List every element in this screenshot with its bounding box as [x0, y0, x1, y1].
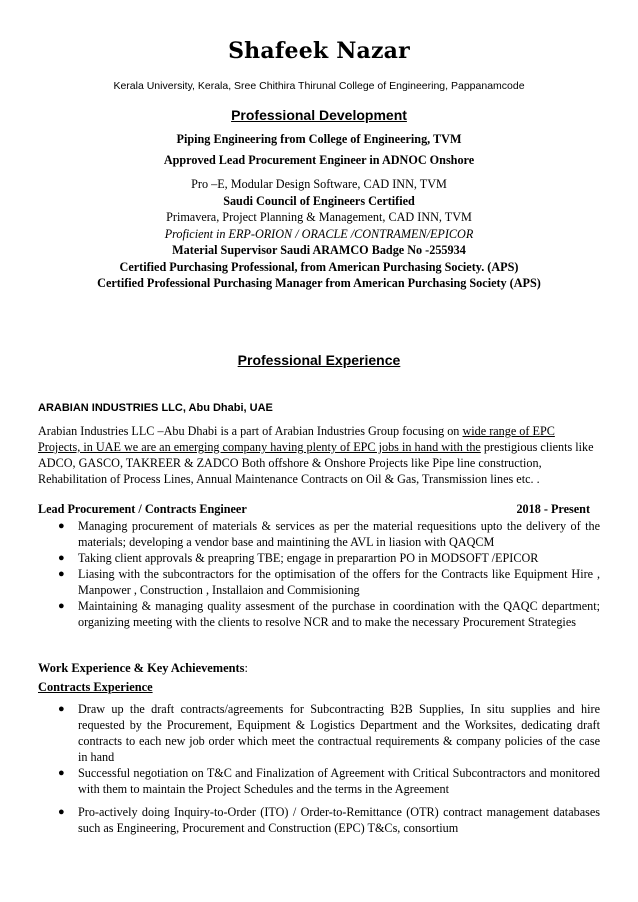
list-item-text: Successful negotiation on T&C and Finalization of Agreement with Critical Subcontractors and monitored with them to maintain the Project Schedules and the terms in the Agreement: [78, 766, 600, 796]
pd-line: Proficient in ERP-ORION / ORACLE /CONTRAMEN/EPICOR: [164, 226, 474, 241]
list-item: [38, 518, 600, 550]
pd-line: Material Supervisor Saudi ARAMCO Badge No -255934: [172, 243, 466, 257]
company-name: ARABIAN INDUSTRIES LLC, Abu Dhabi, UAE: [38, 402, 273, 414]
work-experience-heading: [38, 661, 248, 676]
contracts-experience-subheading: Contracts Experience: [38, 680, 153, 694]
list-item: [38, 804, 600, 836]
work-experience-heading-colon: :: [244, 661, 248, 675]
list-item: [38, 701, 600, 765]
pd-line: Pro –E, Modular Design Software, CAD INN, TVM: [191, 177, 447, 191]
education-affiliation: Kerala University, Kerala, Sree Chithira Thirunal College of Engineering, Pappanamcode: [113, 80, 525, 92]
list-item-text: Managing procurement of materials & services as per the material requesitions upto the delivery of the materials; developing a vendor base and maintining the AVL in liasion with QAQCM: [78, 519, 600, 549]
pd-line: Piping Engineering from College of Engineering, TVM: [176, 132, 462, 146]
list-item: [38, 566, 600, 598]
work-experience-heading-text: Work Experience & Key Achievements: [38, 661, 245, 675]
bullet-icon: ●: [58, 703, 65, 715]
list-item-text: Liasing with the subcontractors for the optimisation of the offers for the Contracts like Equipment Hire , Manpower , Construction , Installaion and Commisioning: [78, 567, 600, 597]
bullet-icon: ●: [58, 552, 65, 564]
bullet-icon: ●: [58, 806, 65, 818]
list-item-text: Draw up the draft contracts/agreements for Subcontracting B2B Supplies, In situ supplies and hire requested by the Procurement, Equipment & Logistics Department and the Worksites, dedicating draft contracts to each new job order which meet the contractual requirements & company policies of the case in hand: [78, 702, 600, 764]
role-title: Lead Procurement / Contracts Engineer: [38, 502, 247, 516]
professional-development-heading: Professional Development: [231, 107, 407, 123]
list-item-text: Taking client approvals & preapring TBE; engage in preparartion PO in MODSOFT /EPICOR: [78, 551, 539, 565]
pd-line: Certified Professional Purchasing Manager from American Purchasing Society (APS): [97, 276, 541, 290]
company-description: [38, 423, 598, 487]
pd-line: Primavera, Project Planning & Management, CAD INN, TVM: [166, 210, 472, 224]
professional-experience-heading: Professional Experience: [237, 352, 401, 368]
role-responsibilities-list: [38, 518, 600, 630]
list-item: [38, 765, 600, 797]
company-description-text: Arabian Industries LLC –Abu Dhabi is a part of Arabian Industries Group focusing on: [38, 424, 463, 438]
role-dates: 2018 - Present: [516, 502, 590, 516]
contracts-experience-list: [38, 701, 600, 836]
list-item-text: Pro-actively doing Inquiry-to-Order (ITO) / Order-to-Remittance (OTR) contract management databases such as Engineering, Procurement and Construction (EPC) T&Cs, consortium: [78, 805, 600, 835]
pd-line: Saudi Council of Engineers Certified: [223, 193, 415, 208]
professional-development-list: [0, 128, 638, 292]
bullet-icon: ●: [58, 600, 65, 612]
pd-line: Approved Lead Procurement Engineer in ADNOC Onshore: [163, 153, 475, 167]
bullet-icon: ●: [58, 767, 65, 779]
list-item: [38, 550, 600, 566]
candidate-name: Shafeek Nazar: [228, 38, 410, 64]
role-row: [38, 502, 590, 517]
bullet-icon: ●: [58, 520, 65, 532]
company-description-underlined: wide range of EPC Projects, in UAE we are an emerging company having plenty of EPC jobs in hand with the: [38, 424, 555, 454]
list-item-text: Maintaining & managing quality assesment of the purchase in coordination with the QAQC department; organizing meeting with the clients to resolve NCR and to make the necessary Procurement Strategies: [78, 599, 600, 629]
bullet-icon: ●: [58, 568, 65, 580]
pd-line: Certified Purchasing Professional, from American Purchasing Society. (APS): [119, 259, 519, 274]
list-item: [38, 598, 600, 630]
company-description-text-2: prestigious clients like ADCO, GASCO, TAKREER & ZADCO Both offshore & Onshore Projects like Pipe line construction, Rehabilitation of Process Lines, Annual Maintenance Contracts on Oil & Gas, Transmission lines etc. .: [38, 440, 594, 486]
